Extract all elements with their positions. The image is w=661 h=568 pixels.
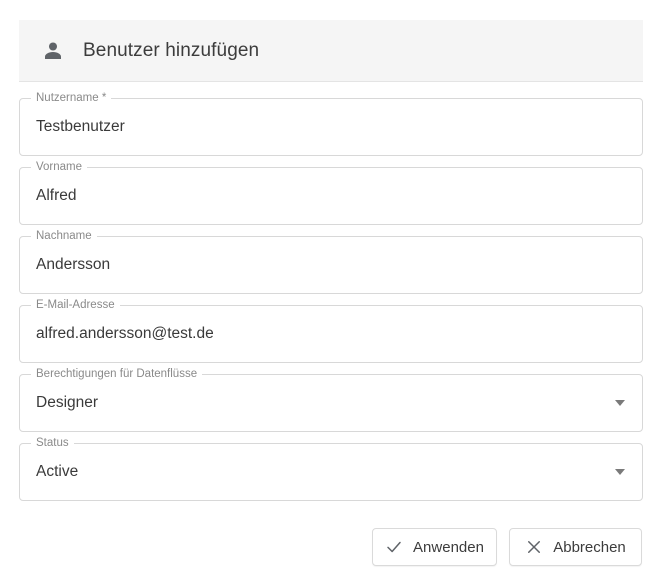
apply-button[interactable] (372, 528, 497, 566)
email-input[interactable]: alfred.andersson@test.de (36, 325, 214, 342)
field-permissions[interactable] (19, 368, 643, 432)
field-status[interactable] (19, 437, 643, 501)
close-icon (525, 538, 543, 556)
dialog-footer (19, 528, 643, 566)
person-icon (41, 39, 65, 63)
chevron-down-icon[interactable] (615, 400, 625, 406)
field-label-permissions: Berechtigungen für Datenflüsse (31, 367, 202, 381)
dialog-header (19, 20, 643, 82)
apply-button-label: Anwenden (413, 538, 484, 556)
username-input[interactable]: Testbenutzer (36, 118, 125, 135)
field-lastname[interactable] (19, 230, 643, 294)
status-select-value[interactable]: Active (36, 463, 79, 480)
field-email[interactable] (19, 299, 643, 363)
chevron-down-icon[interactable] (615, 469, 625, 475)
field-label-status: Status (31, 436, 74, 450)
cancel-button[interactable] (509, 528, 642, 566)
add-user-dialog (19, 20, 643, 566)
field-label-lastname: Nachname (31, 229, 97, 243)
field-firstname[interactable] (19, 161, 643, 225)
field-label-email: E-Mail-Adresse (31, 298, 120, 312)
firstname-input[interactable]: Alfred (36, 187, 77, 204)
dialog-title: Benutzer hinzufügen (83, 39, 260, 61)
user-form (19, 82, 643, 501)
field-label-firstname: Vorname (31, 160, 87, 174)
cancel-button-label: Abbrechen (553, 538, 626, 556)
field-label-username: Nutzername * (31, 91, 111, 105)
field-username[interactable] (19, 92, 643, 156)
permissions-select-value[interactable]: Designer (36, 394, 99, 411)
lastname-input[interactable]: Andersson (36, 256, 111, 273)
check-icon (385, 538, 403, 556)
